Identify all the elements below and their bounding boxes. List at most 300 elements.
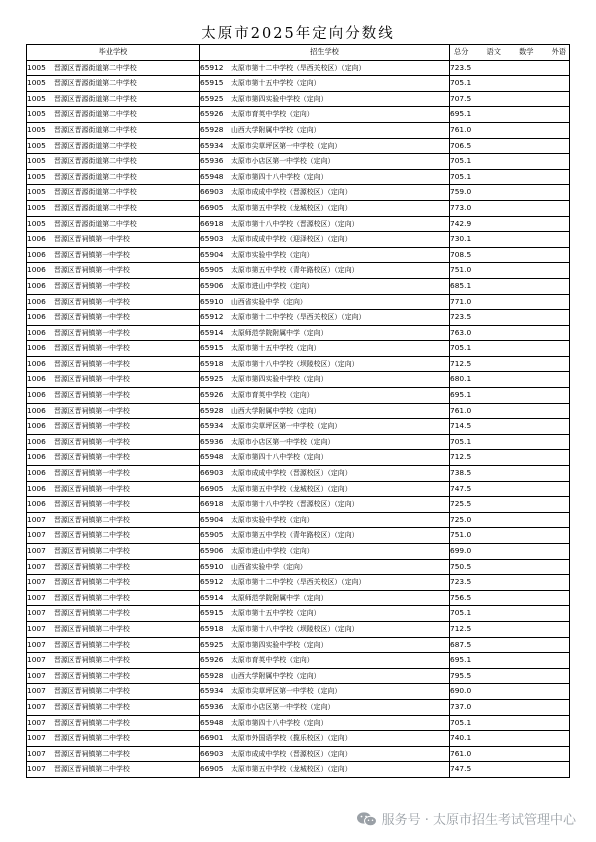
graduate-school-cell — [27, 450, 200, 466]
total-score: 687.5 — [450, 637, 570, 653]
graduate-code: 1005 — [27, 62, 46, 72]
table-row — [27, 278, 570, 294]
graduate-code: 1006 — [27, 483, 46, 493]
table-row — [27, 731, 570, 747]
table-row — [27, 169, 570, 185]
enroll-code: 65915 — [200, 78, 224, 88]
graduate-code: 1006 — [27, 421, 46, 431]
table-row — [27, 372, 570, 388]
table-row — [27, 528, 570, 544]
table-row — [27, 325, 570, 341]
graduate-code: 1006 — [27, 436, 46, 446]
enroll-school-cell — [200, 621, 450, 637]
enroll-code: 66918 — [200, 499, 224, 509]
enroll-school-name: 太原市第四实验中学校（定向） — [231, 640, 328, 649]
graduate-school-cell — [27, 481, 200, 497]
enroll-school-cell — [200, 76, 450, 92]
enroll-code: 65925 — [200, 374, 224, 384]
enroll-school-name: 太原市成成中学校（晋源校区）（定向） — [231, 469, 352, 478]
table-row — [27, 621, 570, 637]
total-score: 695.1 — [450, 388, 570, 404]
table-row — [27, 637, 570, 653]
graduate-code: 1006 — [27, 374, 46, 384]
graduate-school-name: 晋源区晋祠镇第二中学校 — [54, 624, 130, 633]
graduate-code: 1007 — [27, 717, 46, 727]
graduate-code: 1005 — [27, 171, 46, 181]
enroll-school-name: 山西大学附属中学校（定向） — [231, 125, 321, 134]
graduate-school-cell — [27, 559, 200, 575]
total-score: 747.5 — [450, 481, 570, 497]
graduate-code: 1006 — [27, 405, 46, 415]
enroll-school-name: 太原市第十二中学校（旱西关校区）（定向） — [231, 313, 366, 322]
enroll-school-cell — [200, 122, 450, 138]
graduate-code: 1007 — [27, 546, 46, 555]
enroll-school-name: 太原市成成中学校（晋源校区）（定向） — [231, 188, 352, 197]
graduate-school-name: 晋源区晋祠镇第二中学校 — [54, 765, 130, 774]
enroll-school-cell — [200, 544, 450, 560]
enroll-school-cell — [200, 325, 450, 341]
graduate-code: 1006 — [27, 280, 46, 290]
enroll-code: 65906 — [200, 546, 224, 555]
graduate-school-name: 晋源区晋祠镇第二中学校 — [54, 671, 130, 680]
graduate-school-cell — [27, 606, 200, 622]
total-score: 695.1 — [450, 107, 570, 123]
graduate-code: 1007 — [27, 623, 46, 633]
total-score: 747.5 — [450, 762, 570, 778]
enroll-code: 66905 — [200, 764, 224, 774]
enroll-school-cell — [200, 653, 450, 669]
graduate-school-name: 晋源区晋源街道第二中学校 — [54, 110, 137, 119]
graduate-school-name: 晋源区晋源街道第二中学校 — [54, 188, 137, 197]
enroll-school-name: 山西大学附属中学校（定向） — [231, 671, 321, 680]
enroll-code: 65926 — [200, 390, 224, 400]
table-row — [27, 216, 570, 232]
total-score: 730.1 — [450, 232, 570, 248]
enroll-school-name: 太原市尖草坪区第一中学校（定向） — [231, 687, 342, 696]
graduate-code: 1006 — [27, 312, 46, 322]
enroll-school-name: 太原市第五中学校（龙城校区）（定向） — [231, 765, 352, 774]
graduate-school-cell — [27, 232, 200, 248]
enroll-school-cell — [200, 512, 450, 528]
graduate-school-name: 晋源区晋祠镇第二中学校 — [54, 578, 130, 587]
enroll-code: 65905 — [200, 265, 224, 275]
graduate-school-name: 晋源区晋祠镇第二中学校 — [54, 562, 130, 571]
graduate-school-cell — [27, 512, 200, 528]
graduate-school-name: 晋源区晋祠镇第一中学校 — [54, 250, 130, 259]
graduate-school-name: 晋源区晋祠镇第一中学校 — [54, 359, 130, 368]
enroll-school-cell — [200, 434, 450, 450]
graduate-school-name: 晋源区晋祠镇第二中学校 — [54, 749, 130, 758]
enroll-school-cell — [200, 169, 450, 185]
graduate-code: 1006 — [27, 499, 46, 509]
enroll-school-name: 太原市小店区第一中学校（定向） — [231, 702, 335, 711]
enroll-school-cell — [200, 232, 450, 248]
enroll-code: 66905 — [200, 202, 224, 212]
enroll-code: 66901 — [200, 733, 224, 743]
graduate-school-name: 晋源区晋祠镇第一中学校 — [54, 437, 130, 446]
graduate-school-cell — [27, 653, 200, 669]
enroll-school-name: 太原市第十五中学校（定向） — [231, 79, 321, 88]
header-math: 数学 — [519, 47, 534, 56]
graduate-school-cell — [27, 746, 200, 762]
enroll-code: 66918 — [200, 218, 224, 228]
enroll-school-cell — [200, 731, 450, 747]
table-row — [27, 60, 570, 76]
enroll-code: 65915 — [200, 343, 224, 353]
enroll-school-name: 太原市第十二中学校（旱西关校区）（定向） — [231, 578, 366, 587]
total-score: 723.5 — [450, 60, 570, 76]
graduate-school-cell — [27, 278, 200, 294]
table-row — [27, 575, 570, 591]
graduate-code: 1005 — [27, 187, 46, 197]
enroll-school-name: 太原市第四十八中学校（定向） — [231, 453, 328, 462]
footer-watermark — [356, 809, 576, 828]
graduate-code: 1005 — [27, 78, 46, 88]
table-row — [27, 200, 570, 216]
graduate-school-name: 晋源区晋源街道第二中学校 — [54, 79, 137, 88]
graduate-school-cell — [27, 138, 200, 154]
graduate-code: 1005 — [27, 156, 46, 166]
score-table — [26, 44, 570, 778]
total-score: 725.5 — [450, 497, 570, 513]
enroll-code: 65948 — [200, 171, 224, 181]
enroll-school-name: 太原市第十八中学校（坝陵校区）（定向） — [231, 359, 359, 368]
table-row — [27, 232, 570, 248]
enroll-school-cell — [200, 341, 450, 357]
enroll-school-name: 太原市育英中学校（定向） — [231, 391, 314, 400]
header-chinese: 语文 — [486, 47, 501, 56]
graduate-code: 1006 — [27, 343, 46, 353]
table-row — [27, 699, 570, 715]
graduate-code: 1006 — [27, 452, 46, 462]
table-row — [27, 263, 570, 279]
graduate-school-name: 晋源区晋祠镇第二中学校 — [54, 547, 130, 555]
enroll-school-name: 太原市第四十八中学校（定向） — [231, 172, 328, 181]
enroll-code: 66903 — [200, 468, 224, 478]
enroll-school-cell — [200, 497, 450, 513]
total-score: 771.0 — [450, 294, 570, 310]
total-score: 738.5 — [450, 466, 570, 482]
graduate-school-cell — [27, 76, 200, 92]
enroll-school-cell — [200, 200, 450, 216]
table-row — [27, 310, 570, 326]
graduate-school-cell — [27, 466, 200, 482]
enroll-code: 65905 — [200, 530, 224, 540]
enroll-school-cell — [200, 388, 450, 404]
table-row — [27, 466, 570, 482]
table-row — [27, 341, 570, 357]
enroll-code: 65936 — [200, 436, 224, 446]
graduate-code: 1007 — [27, 530, 46, 540]
enroll-code: 65906 — [200, 280, 224, 290]
graduate-school-name: 晋源区晋祠镇第二中学校 — [54, 702, 130, 711]
enroll-school-cell — [200, 91, 450, 107]
enroll-school-cell — [200, 668, 450, 684]
graduate-school-name: 晋源区晋源街道第二中学校 — [54, 94, 137, 103]
graduate-school-name: 晋源区晋源街道第二中学校 — [54, 125, 137, 134]
graduate-code: 1006 — [27, 249, 46, 259]
header-english: 外语 — [551, 47, 566, 56]
total-score: 761.0 — [450, 403, 570, 419]
graduate-school-cell — [27, 200, 200, 216]
enroll-school-cell — [200, 403, 450, 419]
graduate-school-name: 晋源区晋祠镇第一中学校 — [54, 328, 130, 337]
total-score: 756.5 — [450, 590, 570, 606]
enroll-code: 65914 — [200, 327, 224, 337]
graduate-school-name: 晋源区晋祠镇第一中学校 — [54, 375, 130, 384]
enroll-school-name: 太原市小店区第一中学校（定向） — [231, 157, 335, 166]
enroll-school-name: 太原市第四十八中学校（定向） — [231, 718, 328, 727]
graduate-code: 1006 — [27, 265, 46, 275]
enroll-school-name: 太原市第十五中学校（定向） — [231, 344, 321, 353]
enroll-code: 65926 — [200, 109, 224, 119]
total-score: 705.1 — [450, 715, 570, 731]
table-row — [27, 450, 570, 466]
enroll-school-name: 太原市第五中学校（龙城校区）（定向） — [231, 203, 352, 212]
header-enroll-school: 招生学校 — [200, 45, 450, 61]
enroll-school-cell — [200, 450, 450, 466]
graduate-school-cell — [27, 715, 200, 731]
graduate-school-name: 晋源区晋祠镇第二中学校 — [54, 515, 130, 524]
enroll-code: 65928 — [200, 405, 224, 415]
enroll-school-cell — [200, 216, 450, 232]
graduate-school-name: 晋源区晋祠镇第二中学校 — [54, 531, 130, 540]
enroll-school-name: 太原市成成中学校（迎泽校区）（定向） — [231, 235, 352, 244]
enroll-school-cell — [200, 746, 450, 762]
total-score: 750.5 — [450, 559, 570, 575]
header-total: 总分 — [454, 47, 469, 56]
graduate-school-cell — [27, 341, 200, 357]
enroll-school-name: 太原市小店区第一中学校（定向） — [231, 437, 335, 446]
total-score: 773.0 — [450, 200, 570, 216]
enroll-code: 65928 — [200, 124, 224, 134]
graduate-school-cell — [27, 637, 200, 653]
enroll-code: 65926 — [200, 655, 224, 665]
enroll-code: 65934 — [200, 421, 224, 431]
total-score: 690.0 — [450, 684, 570, 700]
graduate-code: 1007 — [27, 514, 46, 524]
graduate-school-cell — [27, 528, 200, 544]
graduate-code: 1007 — [27, 639, 46, 649]
enroll-code: 65918 — [200, 623, 224, 633]
enroll-school-cell — [200, 356, 450, 372]
graduate-school-name: 晋源区晋祠镇第二中学校 — [54, 640, 130, 649]
graduate-school-name: 晋源区晋源街道第二中学校 — [54, 63, 137, 72]
table-row — [27, 388, 570, 404]
graduate-school-cell — [27, 403, 200, 419]
total-score: 705.1 — [450, 169, 570, 185]
table-row — [27, 356, 570, 372]
table-row — [27, 185, 570, 201]
graduate-school-cell — [27, 247, 200, 263]
wechat-icon — [356, 811, 378, 827]
enroll-school-cell — [200, 606, 450, 622]
enroll-school-name: 太原市第十五中学校（定向） — [231, 609, 321, 618]
enroll-school-cell — [200, 684, 450, 700]
graduate-code: 1007 — [27, 592, 46, 602]
enroll-school-cell — [200, 247, 450, 263]
enroll-code: 65936 — [200, 701, 224, 711]
total-score: 795.5 — [450, 668, 570, 684]
graduate-code: 1005 — [27, 93, 46, 103]
enroll-school-cell — [200, 419, 450, 435]
graduate-school-name: 晋源区晋祠镇第一中学校 — [54, 469, 130, 478]
header-scores — [450, 45, 570, 61]
enroll-school-name: 太原市第五中学校（龙城校区）（定向） — [231, 484, 352, 493]
graduate-school-name: 晋源区晋祠镇第二中学校 — [54, 593, 130, 602]
table-row — [27, 107, 570, 123]
enroll-code: 66903 — [200, 187, 224, 197]
total-score: 707.5 — [450, 91, 570, 107]
table-row — [27, 746, 570, 762]
graduate-school-name: 晋源区晋祠镇第一中学校 — [54, 500, 130, 509]
graduate-school-cell — [27, 544, 200, 560]
graduate-school-cell — [27, 590, 200, 606]
graduate-school-name: 晋源区晋源街道第二中学校 — [54, 157, 137, 166]
graduate-code: 1007 — [27, 577, 46, 587]
total-score: 705.1 — [450, 76, 570, 92]
enroll-code: 65948 — [200, 717, 224, 727]
total-score: 740.1 — [450, 731, 570, 747]
graduate-code: 1007 — [27, 748, 46, 758]
total-score: 706.5 — [450, 138, 570, 154]
graduate-school-name: 晋源区晋祠镇第一中学校 — [54, 484, 130, 493]
graduate-code: 1006 — [27, 296, 46, 306]
enroll-code: 65934 — [200, 140, 224, 150]
table-row — [27, 138, 570, 154]
enroll-school-cell — [200, 294, 450, 310]
enroll-code: 65928 — [200, 670, 224, 680]
enroll-school-cell — [200, 762, 450, 778]
enroll-code: 65918 — [200, 358, 224, 368]
graduate-school-cell — [27, 684, 200, 700]
enroll-code: 66903 — [200, 748, 224, 758]
table-row — [27, 122, 570, 138]
enroll-school-cell — [200, 310, 450, 326]
graduate-school-cell — [27, 310, 200, 326]
enroll-code: 65925 — [200, 93, 224, 103]
graduate-code: 1006 — [27, 390, 46, 400]
enroll-school-name: 太原市第四实验中学校（定向） — [231, 94, 328, 103]
enroll-school-cell — [200, 263, 450, 279]
graduate-code: 1007 — [27, 764, 46, 774]
total-score: 705.1 — [450, 154, 570, 170]
enroll-school-name: 太原市第十八中学校（坝陵校区）（定向） — [231, 624, 359, 633]
total-score: 685.1 — [450, 278, 570, 294]
enroll-school-cell — [200, 60, 450, 76]
graduate-school-name: 晋源区晋源街道第二中学校 — [54, 141, 137, 150]
graduate-school-cell — [27, 434, 200, 450]
total-score: 680.1 — [450, 372, 570, 388]
graduate-code: 1006 — [27, 234, 46, 244]
table-header-row — [27, 45, 570, 61]
enroll-school-name: 太原师范学院附属中学（定向） — [231, 593, 328, 602]
table-row — [27, 434, 570, 450]
table-row — [27, 419, 570, 435]
enroll-school-cell — [200, 699, 450, 715]
graduate-school-cell — [27, 699, 200, 715]
graduate-school-name: 晋源区晋祠镇第二中学校 — [54, 609, 130, 618]
total-score: 759.0 — [450, 185, 570, 201]
graduate-school-cell — [27, 419, 200, 435]
graduate-code: 1007 — [27, 670, 46, 680]
enroll-code: 65936 — [200, 156, 224, 166]
graduate-school-cell — [27, 325, 200, 341]
total-score: 742.9 — [450, 216, 570, 232]
graduate-school-cell — [27, 60, 200, 76]
graduate-code: 1007 — [27, 608, 46, 618]
table-row — [27, 606, 570, 622]
table-row — [27, 544, 570, 560]
graduate-code: 1007 — [27, 686, 46, 696]
total-score: 705.1 — [450, 606, 570, 622]
graduate-code: 1005 — [27, 109, 46, 119]
enroll-school-name: 太原师范学院附属中学（定向） — [231, 328, 328, 337]
graduate-school-cell — [27, 154, 200, 170]
graduate-school-cell — [27, 731, 200, 747]
graduate-school-name: 晋源区晋祠镇第一中学校 — [54, 422, 130, 431]
enroll-school-name: 太原市进山中学校（定向） — [231, 281, 314, 290]
table-row — [27, 76, 570, 92]
graduate-school-name: 晋源区晋祠镇第一中学校 — [54, 391, 130, 400]
enroll-school-cell — [200, 466, 450, 482]
graduate-school-cell — [27, 668, 200, 684]
enroll-school-cell — [200, 528, 450, 544]
graduate-school-name: 晋源区晋祠镇第二中学校 — [54, 718, 130, 727]
enroll-school-name: 太原市第五中学校（青年路校区）（定向） — [231, 531, 359, 540]
enroll-school-cell — [200, 481, 450, 497]
total-score: 763.0 — [450, 325, 570, 341]
enroll-code: 65910 — [200, 561, 224, 571]
enroll-code: 65904 — [200, 249, 224, 259]
page-title: 太原市2025年定向分数线 — [201, 26, 395, 42]
enroll-school-cell — [200, 715, 450, 731]
enroll-school-cell — [200, 138, 450, 154]
enroll-school-cell — [200, 372, 450, 388]
total-score: 725.0 — [450, 512, 570, 528]
table-row — [27, 684, 570, 700]
total-score: 714.5 — [450, 419, 570, 435]
graduate-school-cell — [27, 497, 200, 513]
total-score: 712.5 — [450, 356, 570, 372]
graduate-school-name: 晋源区晋源街道第二中学校 — [54, 203, 137, 212]
graduate-school-name: 晋源区晋源街道第二中学校 — [54, 219, 137, 228]
graduate-school-cell — [27, 185, 200, 201]
graduate-code: 1007 — [27, 733, 46, 743]
total-score: 708.5 — [450, 247, 570, 263]
total-score: 723.5 — [450, 310, 570, 326]
graduate-code: 1006 — [27, 327, 46, 337]
enroll-school-name: 太原市成成中学校（晋源校区）（定向） — [231, 749, 352, 758]
enroll-code: 65910 — [200, 296, 224, 306]
enroll-code: 65934 — [200, 686, 224, 696]
table-body — [27, 60, 570, 777]
graduate-school-cell — [27, 107, 200, 123]
table-row — [27, 403, 570, 419]
enroll-school-cell — [200, 185, 450, 201]
enroll-school-name: 太原市育英中学校（定向） — [231, 110, 314, 119]
graduate-school-cell — [27, 621, 200, 637]
graduate-school-cell — [27, 372, 200, 388]
enroll-code: 66905 — [200, 483, 224, 493]
enroll-school-cell — [200, 575, 450, 591]
graduate-school-cell — [27, 91, 200, 107]
enroll-school-cell — [200, 278, 450, 294]
total-score: 737.0 — [450, 699, 570, 715]
table-row — [27, 559, 570, 575]
graduate-school-name: 晋源区晋祠镇第一中学校 — [54, 266, 130, 275]
graduate-code: 1007 — [27, 655, 46, 665]
